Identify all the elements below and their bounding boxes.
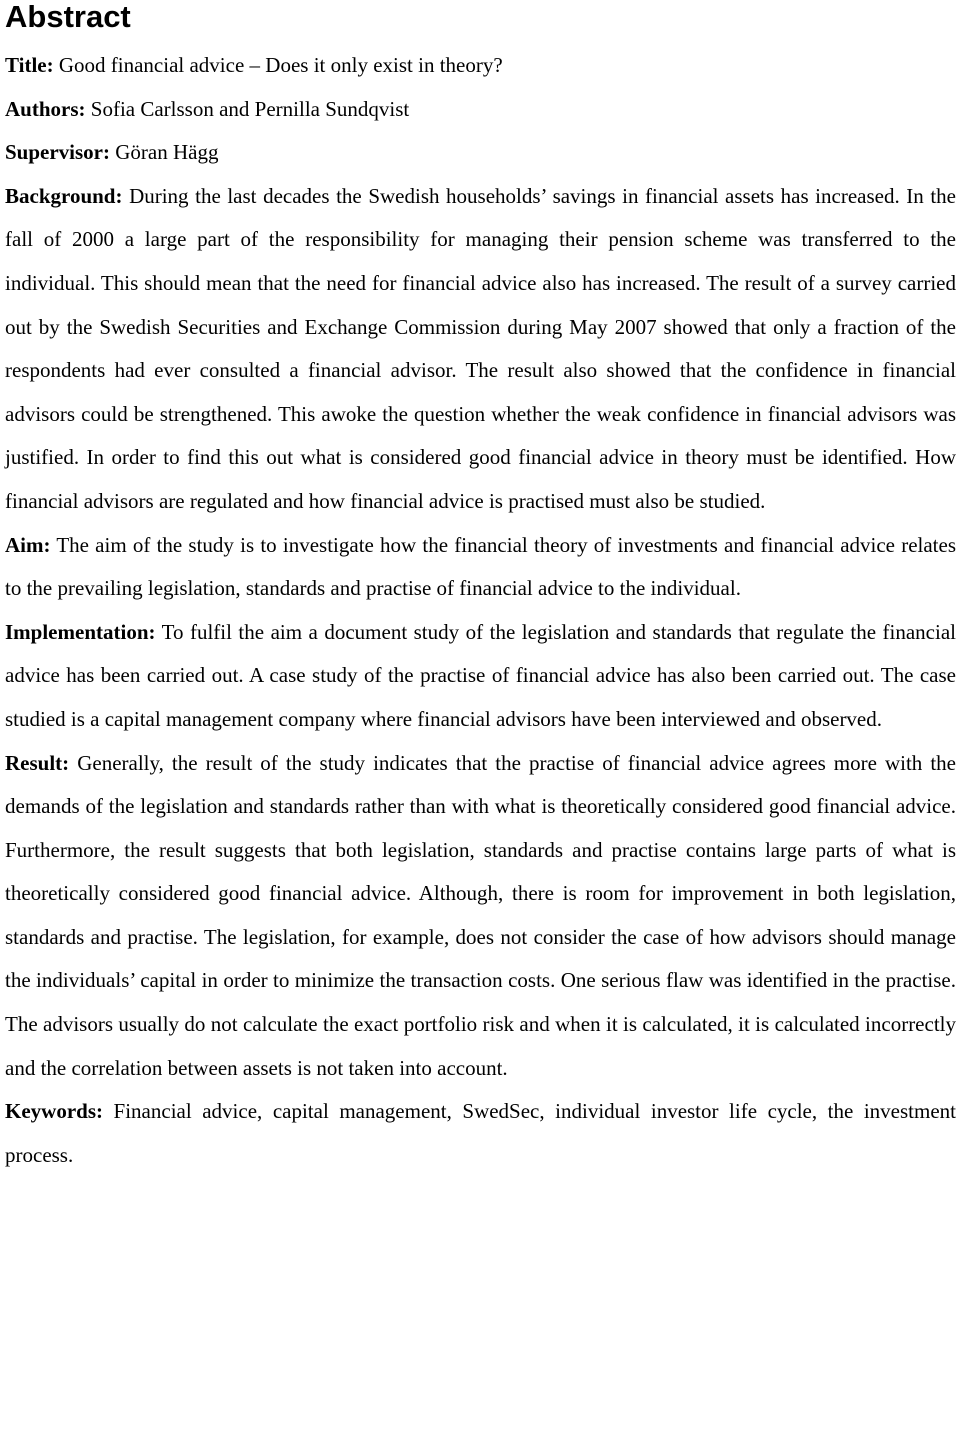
aim-paragraph: [5, 524, 956, 611]
aim-text: The aim of the study is to investigate how the financial theory of investments and financial advice relates to the prevailing legislation, standards and practise of financial advice to the individual.: [5, 532, 956, 601]
background-paragraph: [5, 175, 956, 524]
page-heading: Abstract: [5, 0, 131, 34]
implementation-text: To fulfil the aim a document study of the legislation and standards that regulate the financial advice has been carried out. A case study of the practise of financial advice has also been carried out. The case studied is a capital management company where financial advisors have been interviewed and observed.: [5, 619, 956, 731]
title-text: Good financial advice – Does it only exist in theory?: [58, 53, 503, 77]
title-line: [5, 44, 956, 88]
title-label: Title:: [5, 53, 54, 77]
keywords-paragraph: [5, 1090, 956, 1177]
implementation-paragraph: [5, 611, 956, 742]
supervisor-text: Göran Hägg: [115, 140, 219, 165]
keywords-text: Financial advice, capital management, SwedSec, individual investor life cycle, the investment process.: [5, 1099, 956, 1167]
background-text: During the last decades the Swedish households’ savings in financial assets has increased. In the fall of 2000 a large part of the responsibility for managing their pension scheme was transferred to the individual. This should mean that the need for financial advice also has increased. The result of a survey carried out by the Swedish Securities and Exchange Commission during May 2007 showed that only a fraction of the respondents had ever consulted a financial advisor. The result also showed that the confidence in financial advisors could be strengthened. This awoke the question whether the weak confidence in financial advisors was justified. In order to find this out what is considered good financial advice in theory must be identified. How financial advisors are regulated and how financial advice is practised must also be studied.: [5, 183, 957, 513]
background-label: Background:: [5, 183, 123, 208]
abstract-page: [5, 0, 956, 1177]
supervisor-label: Supervisor:: [5, 140, 110, 165]
supervisor-line: [5, 131, 956, 175]
aim-label: Aim:: [5, 532, 51, 557]
keywords-label: Keywords:: [5, 1099, 103, 1124]
authors-line: [5, 88, 956, 132]
result-paragraph: [5, 742, 956, 1091]
result-text: Generally, the result of the study indicates that the practise of financial advice agrees more with the demands of the legislation and standards rather than with what is theoretically considered good financial advice. Furthermore, the result suggests that both legislation, standards and practise contains large parts of what is theoretically considered good financial advice. Although, there is room for improvement in both legislation, standards and practise. The legislation, for example, does not consider the case of how advisors should manage the individuals’ capital in order to minimize the transaction costs. One serious flaw was identified in the practise. The advisors usually do not calculate the exact portfolio risk and when it is calculated, it is calculated incorrectly and the correlation between assets is not taken into account.: [5, 750, 957, 1080]
authors-text: Sofia Carlsson and Pernilla Sundqvist: [90, 96, 410, 121]
authors-label: Authors:: [5, 96, 86, 121]
result-label: Result:: [5, 750, 70, 775]
implementation-label: Implementation:: [5, 619, 156, 644]
